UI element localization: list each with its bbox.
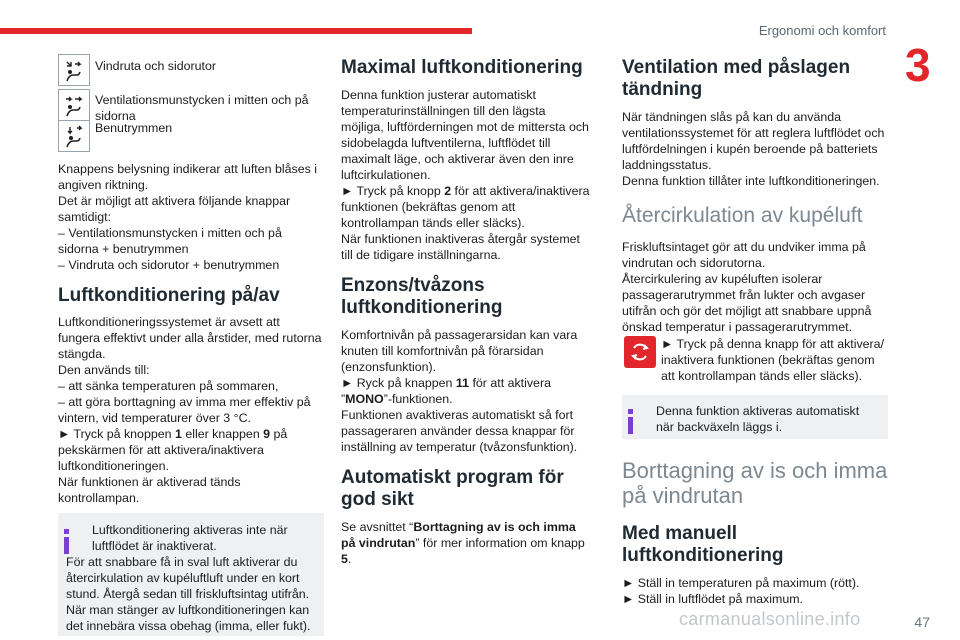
page-number: 47 [914, 614, 930, 630]
text-line: När funktionen inaktiveras återgår systemet till de tidigare inställningarna. [341, 232, 580, 262]
recirculation-button-icon [624, 336, 656, 368]
heading-manual-ac: Med manuell luftkonditionering [622, 523, 784, 566]
text-part: ” för mer information om knapp [415, 536, 585, 550]
step-text: Ställ in temperaturen på maximum (rött). [634, 576, 860, 590]
button-number: 1 [174, 427, 182, 441]
arrow-icon: ► [622, 576, 635, 590]
recirculation-paragraph [622, 239, 888, 384]
icon-row-label: Benutrymmen [95, 121, 173, 135]
text-line: – att göra borttagning av imma mer effektiv på vintern, vid temperaturer över 3 °C. [58, 395, 311, 425]
text-line: Luftkonditioneringssystemet är avsett att fungera effektivt under alla årstider, med rutorna stängda. [58, 315, 322, 361]
heading-ac-on-off: Luftkonditionering på/av [58, 285, 280, 306]
text-line: – Vindruta och sidorutor + benutrymmen [58, 258, 280, 272]
text-part: Se avsnittet “ [341, 520, 414, 534]
text-line: Friskluftsintaget gör att du undviker imma på vindrutan och sidorutorna. [622, 240, 866, 270]
text-line: Återcirkulering av kupéluften isolerar passagerarutrymmet från lukter och avgaser utifrån och gör det möjligt att snabbare uppnå önskad temperatur i passagerarutrymmet. [622, 272, 872, 334]
ac-paragraph [58, 314, 324, 506]
column-middle [341, 54, 591, 567]
instruction-step [341, 375, 591, 407]
step-text: Tryck på knoppen [70, 427, 175, 441]
text-line: – att sänka temperaturen på sommaren, [58, 379, 279, 393]
arrow-icon: ► [341, 376, 354, 390]
max-ac-paragraph [341, 87, 591, 263]
heading-max-ac: Maximal luftkonditionering [341, 57, 583, 78]
step-text: för att aktivera/inaktivera funktionen (bekräftas genom att kontrollampan tänds eller släcks). [341, 184, 590, 230]
info-box [622, 395, 888, 439]
info-box [58, 513, 324, 636]
ventilation-paragraph [622, 109, 888, 189]
icon-row [58, 120, 324, 154]
column-left [58, 54, 324, 636]
step-text: Ryck på knappen [353, 376, 456, 390]
heading-ventilation-ignition: Ventilation med påslagen tändning [622, 57, 851, 100]
step-text [661, 336, 888, 384]
button-number: 2 [444, 184, 452, 198]
text-line: Den används till: [58, 363, 150, 377]
section-reference: Borttagning av is och imma på vindrutan [341, 520, 576, 550]
text-line: Knappens belysning indikerar att luften blåses i angiven riktning. [58, 162, 317, 192]
button-number: 11 [455, 376, 470, 390]
zone-ac-paragraph [341, 327, 591, 455]
mono-label: MONO [345, 392, 384, 406]
text-line: Det är möjligt att aktivera följande knappar samtidigt: [58, 194, 291, 224]
info-icon-bar [64, 537, 69, 554]
arrow-icon: ► [661, 337, 674, 351]
airflow-paragraph [58, 161, 324, 273]
step-text: Tryck på denna knapp för att aktivera/ inaktivera funktionen (bekräftas genom att kontrollampan tänds eller släcks). [661, 337, 885, 383]
text-line: När funktionen är aktiverad tänds kontrollampan. [58, 475, 241, 505]
watermark: carmanualsonline.info [679, 609, 861, 629]
step-text: på pekskärmen för att aktivera/inaktivera luftkonditioneringen. [58, 427, 288, 473]
info-text: Denna funktion aktiveras automatiskt när backväxeln läggs i. [656, 404, 860, 434]
step-text: Ställ in luftflödet på maximum. [634, 592, 803, 606]
step-text: eller knappen [181, 427, 264, 441]
arrow-icon: ► [622, 592, 635, 606]
heading-visibility-program: Automatiskt program för god sikt [341, 467, 564, 510]
icon-row-label: Vindruta och sidorutor [95, 59, 216, 73]
text-line: Denna funktion tillåter inte luftkonditioneringen. [622, 174, 880, 188]
step-text: Tryck på knopp [353, 184, 445, 198]
central-and-side-vents-airflow-icon [58, 89, 90, 121]
heading-zone-ac: Enzons/tvåzons luftkonditionering [341, 275, 503, 318]
text-part: . [347, 552, 352, 566]
text-line: Komfortnivån på passagerarsidan kan vara knuten till komfortnivån på förarsidan (enzonsfunktion). [341, 328, 578, 374]
section-title: Ergonomi och komfort [758, 23, 886, 38]
arrow-icon: ► [341, 184, 354, 198]
icon-row [58, 54, 324, 88]
instruction-step [341, 183, 591, 231]
info-icon [628, 409, 633, 414]
button-number: 9 [263, 427, 271, 441]
heading-defrost: Borttagning av is och imma på vindrutan [622, 458, 888, 508]
heading-recirculation: Återcirkulation av kupéluft [622, 204, 863, 227]
arrow-icon: ► [58, 427, 71, 441]
step-text: för att aktivera ” [341, 376, 551, 406]
info-icon [64, 529, 69, 534]
step-text: ”-funktionen. [383, 392, 453, 406]
column-right [622, 54, 888, 607]
button-number: 5 [341, 552, 348, 566]
instruction-step [622, 591, 888, 607]
chapter-number: 3 [905, 39, 931, 91]
info-lead: Luftkonditionering aktiveras inte när luftflödet är inaktiverat. [92, 523, 288, 553]
icon-row-label: Ventilationsmunstycken i mitten och på sidorna [95, 93, 309, 123]
info-icon-bar [628, 417, 633, 434]
text-line: – Ventilationsmunstycken i mitten och på sidorna + benutrymmen [58, 226, 282, 256]
instruction-step [58, 426, 324, 474]
text-line: När tändningen slås på kan du använda ventilationssystemet för att reglera luftflödet och luftfördelningen i kupén beroende på batteriets laddningsstatus. [622, 110, 885, 172]
text-line: Funktionen avaktiveras automatiskt så fort passageraren använder dessa knappar för inställning av temperatur (tvåzonsfunktion). [341, 408, 578, 454]
header-accent-bar [0, 28, 472, 34]
instruction-step [622, 575, 888, 591]
info-body: För att snabbare få in sval luft aktiverar du återcirkulation av kupéluftluft under en kort stund. Återgå sedan till friskluftsintag utifrån. När man stänger av luftkonditioneringen kan det innebära vissa obehag (imma, eller fukt). [66, 555, 311, 633]
footwell-airflow-icon [58, 120, 90, 152]
text-line: Denna funktion justerar automatiskt temperaturinställningen till den lägsta möjliga, luftförderningen mot de mittersta och sidobelagda luftventilerna, luftflödet till maximalt läge, och aktiverar även den inre luftcirkulationen. [341, 88, 589, 182]
icon-row [58, 89, 324, 123]
instruction-step [622, 336, 888, 384]
defrost-steps [622, 575, 888, 607]
windscreen-and-side-windows-airflow-icon [58, 54, 90, 86]
visibility-paragraph [341, 519, 591, 567]
